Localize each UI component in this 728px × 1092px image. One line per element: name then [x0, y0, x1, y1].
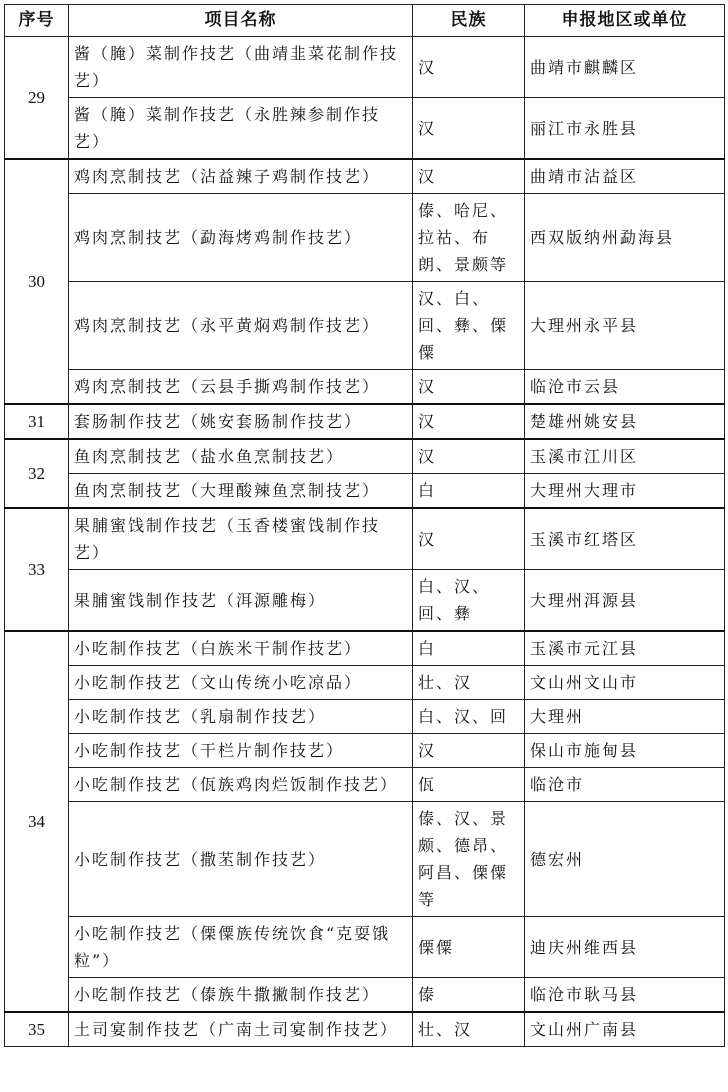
table-row	[5, 802, 725, 917]
table-row	[5, 631, 725, 666]
item-region: 楚雄州姚安县	[525, 404, 725, 439]
item-region: 迪庆州维西县	[525, 917, 725, 978]
item-name: 土司宴制作技艺（广南土司宴制作技艺）	[69, 1012, 413, 1047]
item-name: 鸡肉烹制技艺（永平黄焖鸡制作技艺）	[69, 282, 413, 370]
item-ethnicity: 白	[413, 631, 525, 666]
header-region: 申报地区或单位	[525, 5, 725, 37]
item-name: 小吃制作技艺（佤族鸡肉烂饭制作技艺）	[69, 768, 413, 802]
table-row	[5, 282, 725, 370]
item-ethnicity: 汉	[413, 439, 525, 474]
table-row	[5, 159, 725, 194]
heritage-items-table	[4, 4, 725, 1047]
table-row	[5, 666, 725, 700]
header-row	[5, 5, 725, 37]
header-ethnicity: 民族	[413, 5, 525, 37]
table-row	[5, 439, 725, 474]
table-row	[5, 768, 725, 802]
item-region: 曲靖市麒麟区	[525, 37, 725, 98]
item-number: 32	[5, 439, 69, 508]
header-name: 项目名称	[69, 5, 413, 37]
item-ethnicity: 汉	[413, 98, 525, 160]
item-name: 小吃制作技艺（傣族牛撒撇制作技艺）	[69, 978, 413, 1013]
item-name: 小吃制作技艺（乳扇制作技艺）	[69, 700, 413, 734]
item-number: 33	[5, 508, 69, 631]
table-row	[5, 508, 725, 570]
item-ethnicity: 傈僳	[413, 917, 525, 978]
item-region: 大理州大理市	[525, 474, 725, 509]
item-name: 小吃制作技艺（文山传统小吃凉品）	[69, 666, 413, 700]
item-ethnicity: 汉	[413, 734, 525, 768]
item-ethnicity: 傣、汉、景颇、德昂、阿昌、傈僳等	[413, 802, 525, 917]
item-ethnicity: 白、汉、回	[413, 700, 525, 734]
item-ethnicity: 壮、汉	[413, 1012, 525, 1047]
item-region: 大理州洱源县	[525, 570, 725, 632]
item-region: 西双版纳州勐海县	[525, 194, 725, 282]
item-region: 临沧市	[525, 768, 725, 802]
item-name: 鸡肉烹制技艺（云县手撕鸡制作技艺）	[69, 370, 413, 405]
item-ethnicity: 汉	[413, 508, 525, 570]
item-number: 30	[5, 159, 69, 404]
item-ethnicity: 傣、哈尼、拉祜、布朗、景颇等	[413, 194, 525, 282]
table-row	[5, 474, 725, 509]
table-row	[5, 404, 725, 439]
table-row	[5, 370, 725, 405]
item-region: 文山州文山市	[525, 666, 725, 700]
item-number: 34	[5, 631, 69, 1012]
item-region: 玉溪市红塔区	[525, 508, 725, 570]
table-row	[5, 98, 725, 160]
item-number: 29	[5, 37, 69, 160]
table-row	[5, 194, 725, 282]
item-name: 鱼肉烹制技艺（大理酸辣鱼烹制技艺）	[69, 474, 413, 509]
table-body	[5, 37, 725, 1047]
item-ethnicity: 壮、汉	[413, 666, 525, 700]
table-row	[5, 978, 725, 1013]
item-ethnicity: 汉	[413, 159, 525, 194]
item-region: 大理州永平县	[525, 282, 725, 370]
item-name: 果脯蜜饯制作技艺（玉香楼蜜饯制作技艺）	[69, 508, 413, 570]
item-name: 小吃制作技艺（傈僳族传统饮食“克耍饿粒”）	[69, 917, 413, 978]
item-name: 果脯蜜饯制作技艺（洱源雕梅）	[69, 570, 413, 632]
item-name: 酱（腌）菜制作技艺（永胜辣参制作技艺）	[69, 98, 413, 160]
item-region: 保山市施甸县	[525, 734, 725, 768]
item-region: 曲靖市沾益区	[525, 159, 725, 194]
item-name: 套肠制作技艺（姚安套肠制作技艺）	[69, 404, 413, 439]
item-ethnicity: 佤	[413, 768, 525, 802]
item-ethnicity: 白、汉、回、彝	[413, 570, 525, 632]
table-row	[5, 1012, 725, 1047]
table-row	[5, 37, 725, 98]
item-region: 临沧市耿马县	[525, 978, 725, 1013]
item-number: 35	[5, 1012, 69, 1047]
item-region: 玉溪市江川区	[525, 439, 725, 474]
item-ethnicity: 汉	[413, 370, 525, 405]
item-name: 鸡肉烹制技艺（勐海烤鸡制作技艺）	[69, 194, 413, 282]
item-ethnicity: 汉、白、回、彝、傈僳	[413, 282, 525, 370]
item-name: 小吃制作技艺（白族米干制作技艺）	[69, 631, 413, 666]
header-no: 序号	[5, 5, 69, 37]
item-region: 大理州	[525, 700, 725, 734]
item-name: 鱼肉烹制技艺（盐水鱼烹制技艺）	[69, 439, 413, 474]
table-row	[5, 700, 725, 734]
item-name: 小吃制作技艺（撒苤制作技艺）	[69, 802, 413, 917]
item-region: 丽江市永胜县	[525, 98, 725, 160]
item-number: 31	[5, 404, 69, 439]
item-region: 临沧市云县	[525, 370, 725, 405]
item-ethnicity: 汉	[413, 404, 525, 439]
table-row	[5, 570, 725, 632]
item-name: 鸡肉烹制技艺（沾益辣子鸡制作技艺）	[69, 159, 413, 194]
item-name: 酱（腌）菜制作技艺（曲靖韭菜花制作技艺）	[69, 37, 413, 98]
item-name: 小吃制作技艺（干栏片制作技艺）	[69, 734, 413, 768]
table-row	[5, 917, 725, 978]
item-ethnicity: 白	[413, 474, 525, 509]
item-ethnicity: 汉	[413, 37, 525, 98]
item-region: 德宏州	[525, 802, 725, 917]
item-ethnicity: 傣	[413, 978, 525, 1013]
item-region: 文山州广南县	[525, 1012, 725, 1047]
table-row	[5, 734, 725, 768]
item-region: 玉溪市元江县	[525, 631, 725, 666]
